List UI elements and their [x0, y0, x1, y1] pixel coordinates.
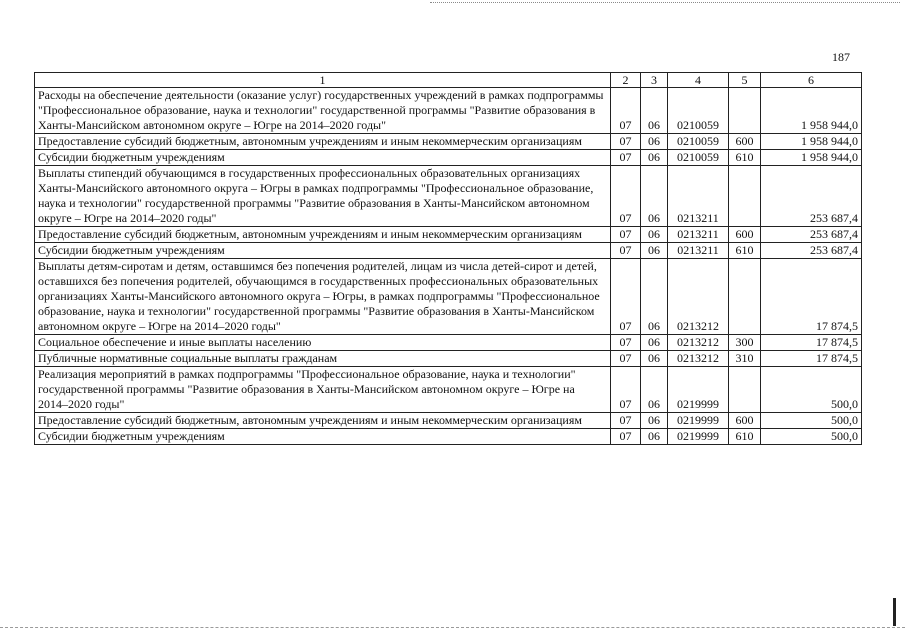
table-row [35, 351, 862, 367]
subsection-code: 06 [641, 367, 668, 413]
scan-edge-top [430, 2, 900, 3]
table-row [35, 367, 862, 413]
table-row [35, 227, 862, 243]
row-name: Выплаты детям-сиротам и детям, оставшимся без попечения родителей, лицам из числа детей-сирот и детей, оставшихся без попечения родителей, обучающимся в государственных профессиональных образовательных организациях Ханты-Мансийского автономного округа – Югры, в рамках подпрограммы "Профессиональное образование, наука и технологии" государственной программы "Развитие образования в Ханты-Мансийском автономном округе – Югре на 2014–2020 годы" [35, 259, 611, 335]
subsection-code: 06 [641, 134, 668, 150]
amount: 17 874,5 [761, 335, 862, 351]
section-code: 07 [611, 134, 641, 150]
expense-type-code: 600 [729, 227, 761, 243]
amount: 500,0 [761, 413, 862, 429]
expense-type-code [729, 166, 761, 227]
subsection-code: 06 [641, 259, 668, 335]
subsection-code: 06 [641, 150, 668, 166]
amount: 1 958 944,0 [761, 150, 862, 166]
subsection-code: 06 [641, 243, 668, 259]
target-article-code: 0213212 [668, 351, 729, 367]
header-cell: 5 [729, 73, 761, 88]
section-code: 07 [611, 88, 641, 134]
table-row [35, 413, 862, 429]
subsection-code: 06 [641, 166, 668, 227]
expense-type-code [729, 259, 761, 335]
header-cell: 3 [641, 73, 668, 88]
table-row [35, 134, 862, 150]
row-name: Реализация мероприятий в рамках подпрограммы "Профессиональное образование, наука и технологии" государственной программы "Развитие образования в Ханты-Мансийском автономном округе – Югре на 2014–2020 годы" [35, 367, 611, 413]
target-article-code: 0219999 [668, 367, 729, 413]
amount: 253 687,4 [761, 227, 862, 243]
table-row [35, 259, 862, 335]
expense-type-code: 610 [729, 429, 761, 445]
header-cell: 4 [668, 73, 729, 88]
row-name: Расходы на обеспечение деятельности (оказание услуг) государственных учреждений в рамках подпрограммы "Профессиональное образование, наука и технологии" государственной программы "Развитие образования в Ханты-Мансийском автономном округе – Югре на 2014–2020 годы" [35, 88, 611, 134]
subsection-code: 06 [641, 429, 668, 445]
expense-type-code: 600 [729, 134, 761, 150]
subsection-code: 06 [641, 351, 668, 367]
expense-type-code: 600 [729, 413, 761, 429]
target-article-code: 0210059 [668, 88, 729, 134]
header-cell: 2 [611, 73, 641, 88]
amount: 253 687,4 [761, 166, 862, 227]
amount: 253 687,4 [761, 243, 862, 259]
target-article-code: 0219999 [668, 413, 729, 429]
table-row [35, 166, 862, 227]
row-name: Субсидии бюджетным учреждениям [35, 243, 611, 259]
scan-edge-bottom [0, 627, 905, 628]
section-code: 07 [611, 150, 641, 166]
target-article-code: 0210059 [668, 134, 729, 150]
table-row [35, 88, 862, 134]
subsection-code: 06 [641, 335, 668, 351]
amount: 1 958 944,0 [761, 88, 862, 134]
amount: 17 874,5 [761, 259, 862, 335]
header-cell: 6 [761, 73, 862, 88]
target-article-code: 0219999 [668, 429, 729, 445]
section-code: 07 [611, 367, 641, 413]
subsection-code: 06 [641, 413, 668, 429]
target-article-code: 0213212 [668, 335, 729, 351]
expense-type-code: 300 [729, 335, 761, 351]
table-row [35, 335, 862, 351]
target-article-code: 0210059 [668, 150, 729, 166]
target-article-code: 0213211 [668, 227, 729, 243]
subsection-code: 06 [641, 227, 668, 243]
row-name: Социальное обеспечение и иные выплаты населению [35, 335, 611, 351]
row-name: Субсидии бюджетным учреждениям [35, 150, 611, 166]
section-code: 07 [611, 227, 641, 243]
scan-edge-right [893, 598, 896, 626]
section-code: 07 [611, 413, 641, 429]
amount: 500,0 [761, 367, 862, 413]
section-code: 07 [611, 429, 641, 445]
section-code: 07 [611, 259, 641, 335]
amount: 1 958 944,0 [761, 134, 862, 150]
row-name: Предоставление субсидий бюджетным, автономным учреждениям и иным некоммерческим организациям [35, 413, 611, 429]
header-cell: 1 [35, 73, 611, 88]
table-row [35, 150, 862, 166]
subsection-code: 06 [641, 88, 668, 134]
target-article-code: 0213211 [668, 166, 729, 227]
row-name: Публичные нормативные социальные выплаты гражданам [35, 351, 611, 367]
section-code: 07 [611, 351, 641, 367]
expense-type-code: 310 [729, 351, 761, 367]
target-article-code: 0213211 [668, 243, 729, 259]
target-article-code: 0213212 [668, 259, 729, 335]
expense-type-code: 610 [729, 243, 761, 259]
budget-table [34, 72, 862, 445]
table-row [35, 429, 862, 445]
amount: 17 874,5 [761, 351, 862, 367]
row-name: Субсидии бюджетным учреждениям [35, 429, 611, 445]
section-code: 07 [611, 335, 641, 351]
expense-type-code: 610 [729, 150, 761, 166]
section-code: 07 [611, 166, 641, 227]
row-name: Предоставление субсидий бюджетным, автономным учреждениям и иным некоммерческим организациям [35, 134, 611, 150]
section-code: 07 [611, 243, 641, 259]
expense-type-code [729, 88, 761, 134]
table-row [35, 243, 862, 259]
amount: 500,0 [761, 429, 862, 445]
expense-type-code [729, 367, 761, 413]
row-name: Предоставление субсидий бюджетным, автономным учреждениям и иным некоммерческим организациям [35, 227, 611, 243]
header-row [35, 73, 862, 88]
row-name: Выплаты стипендий обучающимся в государственных профессиональных образовательных организациях Ханты-Мансийского автономного округа – Югры в рамках подпрограммы "Профессиональное образование, наука и технологии" государственной программы "Развитие образования в Ханты-Мансийском автономном округе – Югре на 2014–2020 годы" [35, 166, 611, 227]
page-number: 187 [832, 50, 850, 64]
